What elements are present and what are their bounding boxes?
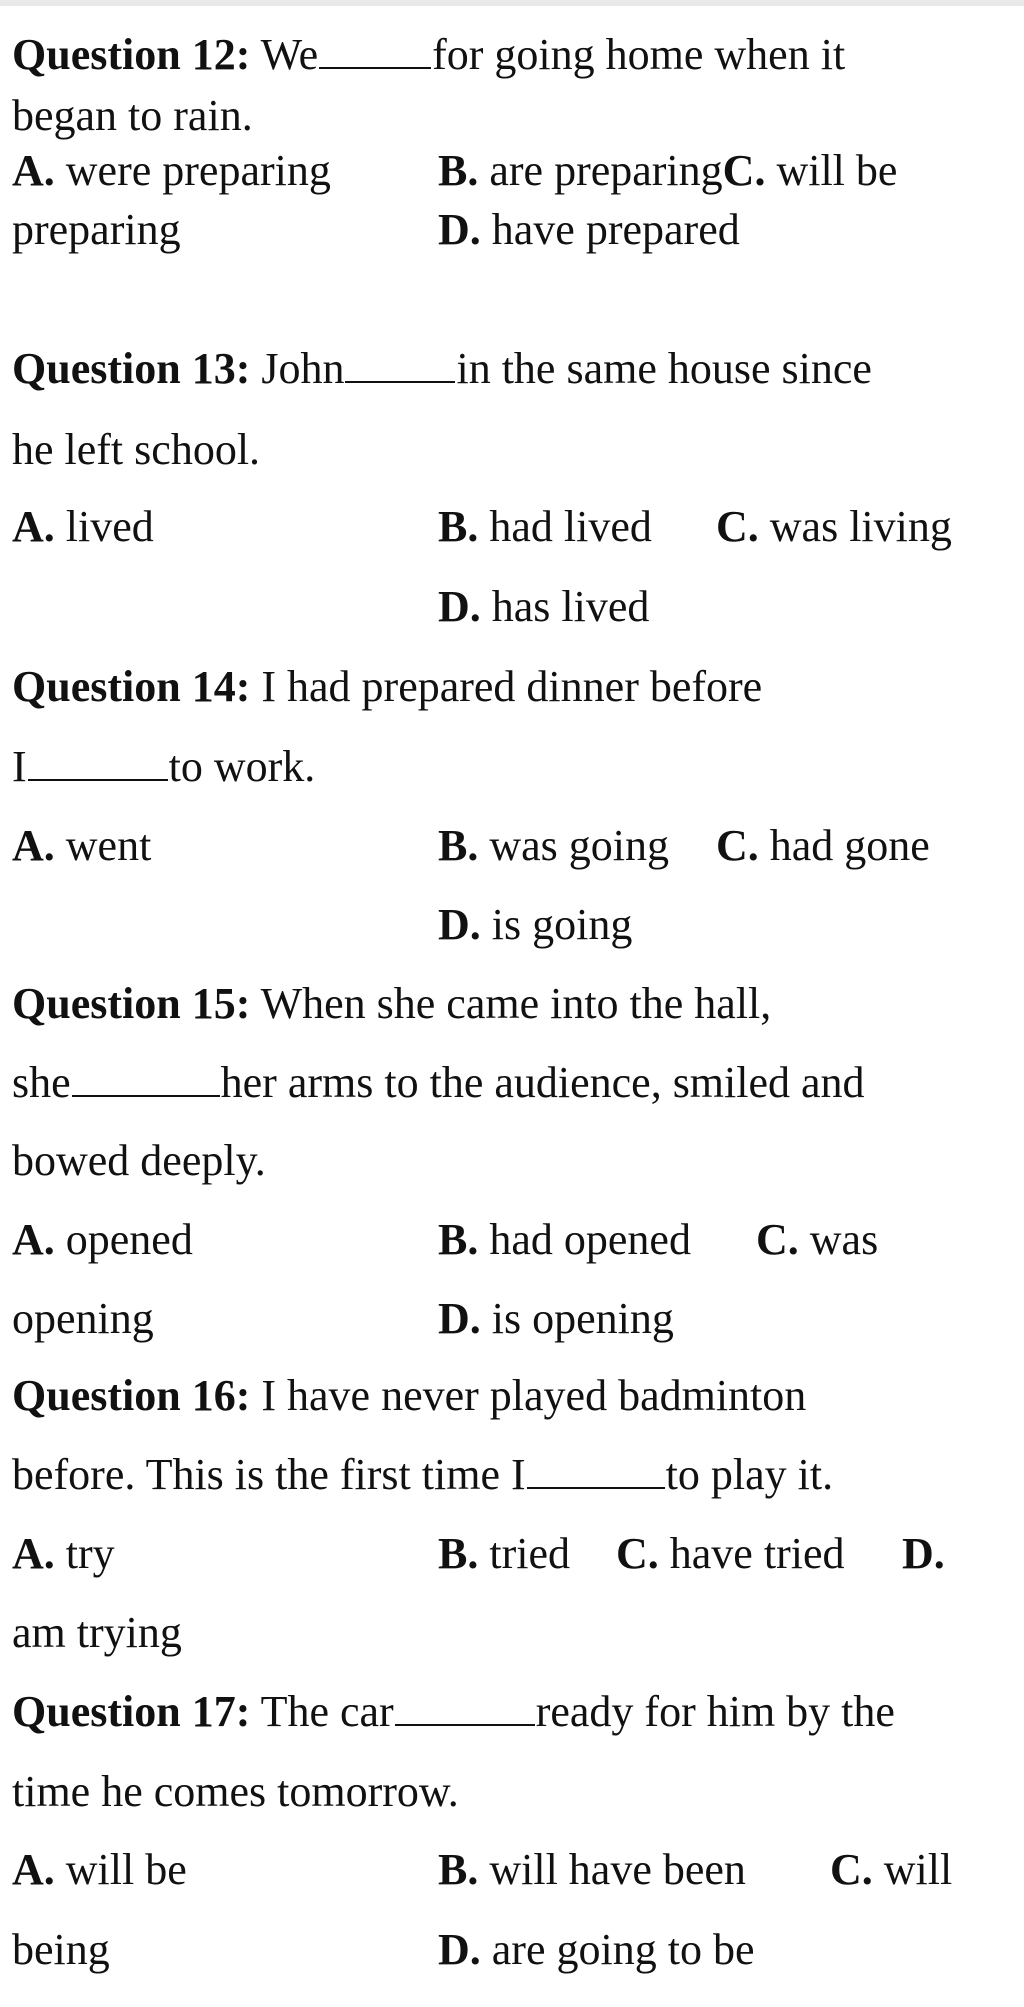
question-13-label: Question 13: xyxy=(12,344,251,393)
option-a-text: lived xyxy=(65,502,154,551)
question-13-line-1 xyxy=(0,329,1024,408)
option-d-text: has lived xyxy=(491,582,650,631)
question-14-label: Question 14: xyxy=(12,662,251,711)
option-c-letter: C. xyxy=(756,1215,799,1264)
option-c-letter: C. xyxy=(722,146,766,195)
option-a-letter: A. xyxy=(12,821,55,870)
option-b-letter: B. xyxy=(438,1215,479,1264)
question-16-line-2 xyxy=(0,1435,1024,1514)
question-17-options-row-1 xyxy=(0,1830,1024,1909)
option-d-letter: D. xyxy=(438,1294,481,1343)
option-a-letter: A. xyxy=(12,502,55,551)
option-b-letter: B. xyxy=(438,502,479,551)
question-14-options-row-2 xyxy=(0,885,1024,964)
option-b-text: was going xyxy=(489,821,670,870)
option-d-text: is opening xyxy=(491,1294,674,1343)
question-13-blank xyxy=(345,347,455,383)
question-17-line-1 xyxy=(0,1672,1024,1751)
question-13-line-2 xyxy=(0,410,1024,489)
option-d-wrap: am trying xyxy=(12,1608,182,1657)
option-b-letter: B. xyxy=(438,146,479,195)
option-b-letter: B. xyxy=(438,1529,479,1578)
question-15-blank xyxy=(72,1061,220,1097)
question-14-line-2 xyxy=(0,727,1024,806)
option-d-letter: D. xyxy=(438,582,481,631)
option-c-wrap: being xyxy=(12,1925,110,1974)
question-15-stem-line-1: When she came into the hall, xyxy=(260,979,772,1028)
question-15-label: Question 15: xyxy=(12,979,251,1028)
option-d-letter: D. xyxy=(438,1925,481,1974)
top-border xyxy=(0,0,1024,6)
option-d-text: is going xyxy=(491,900,633,949)
question-16-stem-before: before. This is the first time I xyxy=(12,1450,526,1499)
question-15-options-row-2 xyxy=(0,1279,1024,1358)
question-12-options-row-2 xyxy=(0,190,1024,269)
question-17-blank xyxy=(395,1690,535,1726)
question-13-stem-line-2: he left school. xyxy=(12,425,261,474)
option-c-wrap: preparing xyxy=(12,205,181,254)
question-13-stem-before: John xyxy=(261,344,345,393)
question-17-label: Question 17: xyxy=(12,1687,251,1736)
question-12-stem-after: for going home when it xyxy=(432,30,846,79)
option-c-letter: C. xyxy=(616,1529,659,1578)
question-14-line-1 xyxy=(0,647,1024,726)
question-16-stem-after: to play it. xyxy=(665,1450,834,1499)
option-b-text: had lived xyxy=(489,502,652,551)
option-c-text: will be xyxy=(776,146,898,195)
question-15-options-row-1 xyxy=(0,1200,1024,1279)
option-c-text: had gone xyxy=(769,821,930,870)
option-c-letter: C. xyxy=(830,1845,873,1894)
option-d-letter: D. xyxy=(438,205,481,254)
option-a-text: were preparing xyxy=(65,146,331,195)
question-12-stem-line-2: began to rain. xyxy=(12,91,253,140)
question-17-options-row-2 xyxy=(0,1910,1024,1989)
option-c-wrap: opening xyxy=(12,1294,154,1343)
option-c-letter: C. xyxy=(716,502,759,551)
option-a-letter: A. xyxy=(12,1215,55,1264)
question-17-line-2 xyxy=(0,1752,1024,1831)
option-a-letter: A. xyxy=(12,1529,55,1578)
question-17-stem-before: The car xyxy=(260,1687,394,1736)
option-a-text: try xyxy=(65,1529,115,1578)
option-c-text: was living xyxy=(769,502,952,551)
question-15-line-1 xyxy=(0,964,1024,1043)
question-13-options-row-1 xyxy=(0,487,1024,566)
question-13-options-row-2 xyxy=(0,567,1024,646)
question-15-stem-after: her arms to the audience, smiled and xyxy=(220,1058,865,1107)
question-14-stem-before: I xyxy=(12,742,27,791)
option-a-letter: A. xyxy=(12,146,55,195)
option-a-text: will be xyxy=(65,1845,187,1894)
option-b-text: are preparing xyxy=(489,146,723,195)
option-b-letter: B. xyxy=(438,1845,479,1894)
option-a-letter: A. xyxy=(12,1845,55,1894)
option-a-text: went xyxy=(65,821,152,870)
option-d-text: have prepared xyxy=(491,205,740,254)
question-14-options-row-1 xyxy=(0,806,1024,885)
question-14-stem-line-1: I had prepared dinner before xyxy=(261,662,763,711)
option-b-letter: B. xyxy=(438,821,479,870)
option-c-text: have tried xyxy=(669,1529,845,1578)
question-16-options-row-2 xyxy=(0,1593,1024,1672)
question-13-stem-after: in the same house since xyxy=(456,344,872,393)
option-b-text: had opened xyxy=(489,1215,691,1264)
question-17-stem-line-2: time he comes tomorrow. xyxy=(12,1767,459,1816)
question-12-label: Question 12: xyxy=(12,30,251,79)
question-17-stem-after: ready for him by the xyxy=(535,1687,895,1736)
option-c-text: will xyxy=(883,1845,953,1894)
option-b-text: tried xyxy=(489,1529,570,1578)
question-14-blank xyxy=(28,745,168,781)
question-16-stem-line-1: I have never played badminton xyxy=(261,1371,807,1420)
question-16-line-1 xyxy=(0,1356,1024,1435)
question-14-stem-after: to work. xyxy=(168,742,316,791)
question-16-blank xyxy=(527,1453,665,1489)
question-16-label: Question 16: xyxy=(12,1371,251,1420)
question-12-blank xyxy=(319,33,431,69)
question-15-line-3 xyxy=(0,1121,1024,1200)
question-15-line-2 xyxy=(0,1043,1024,1122)
option-d-letter: D. xyxy=(438,900,481,949)
option-c-letter: C. xyxy=(716,821,759,870)
option-d-letter: D. xyxy=(902,1529,945,1578)
question-15-stem-before: she xyxy=(12,1058,71,1107)
option-d-text: are going to be xyxy=(491,1925,755,1974)
question-12-stem-before: We xyxy=(260,30,319,79)
option-a-text: opened xyxy=(65,1215,193,1264)
question-15-stem-line-3: bowed deeply. xyxy=(12,1136,266,1185)
question-16-options-row-1 xyxy=(0,1514,1024,1593)
option-b-text: will have been xyxy=(489,1845,746,1894)
option-c-text: was xyxy=(809,1215,879,1264)
